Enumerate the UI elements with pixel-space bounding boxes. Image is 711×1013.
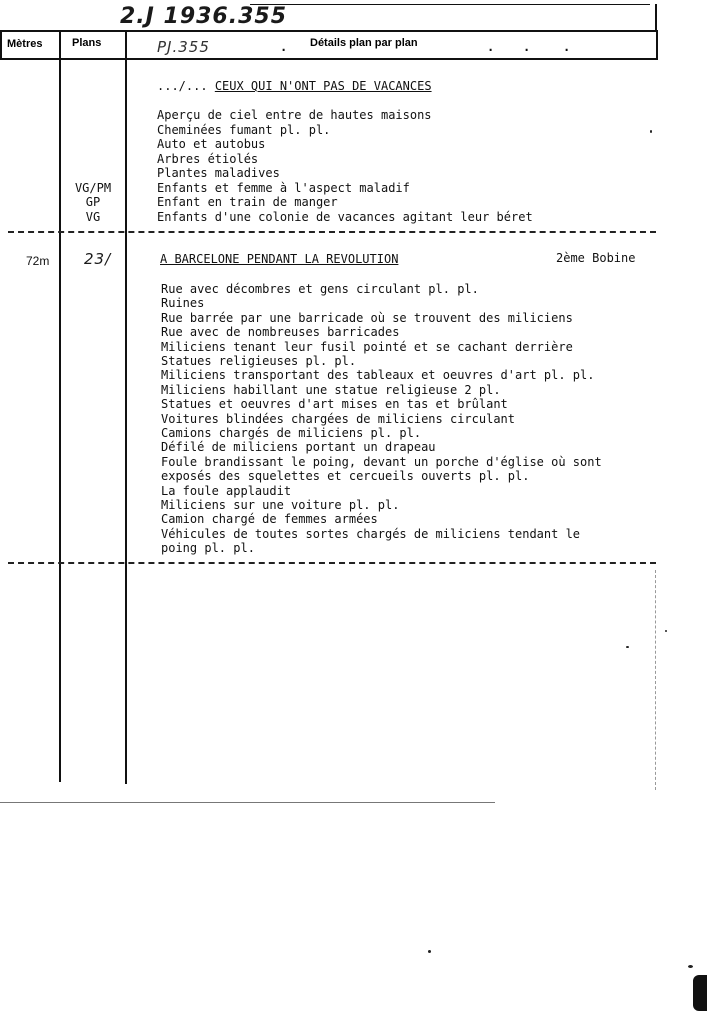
section-divider-1 (8, 231, 656, 233)
shot-description: Rue barrée par une barricade où se trouvent des miliciens (161, 310, 573, 325)
scan-speck (428, 950, 431, 953)
shot-description: Camions chargés de miliciens pl. pl. (161, 426, 422, 440)
column-header-plans: Plans (72, 37, 102, 49)
right-edge (655, 4, 657, 30)
shot-description: Rue avec décombres et gens circulant pl. pl. (161, 282, 479, 296)
shot-description: Miliciens sur une voiture pl. pl. (161, 498, 400, 512)
handwritten-plan-reference: PJ.355 (157, 38, 210, 56)
right-edge-header (656, 30, 658, 60)
column-divider-2 (125, 30, 127, 784)
shot-description: Cheminées fumant pl. pl. (157, 122, 331, 137)
section2-details (161, 282, 656, 557)
shot-description: Enfants d'une colonie de vacances agitant leur béret (157, 209, 533, 224)
section1-title (157, 79, 432, 93)
header-bottom-rule (0, 58, 657, 60)
shot-description: Auto et autobus (157, 137, 266, 151)
left-edge (0, 30, 2, 60)
shot-description: Ruines (161, 296, 205, 311)
shot-description: Camion chargé de femmes armées (161, 512, 378, 527)
shot-description: Aperçu de ciel entre de hautes maisons (157, 108, 432, 122)
right-margin-dashes (655, 570, 656, 790)
section2-plan-number: 23/ (84, 250, 112, 268)
shot-description: Enfant en train de manger (157, 195, 338, 209)
scan-speck (688, 965, 693, 968)
section1-plans-column (62, 108, 124, 228)
shot-description: Statues religieuses pl. pl. (161, 354, 357, 368)
shot-description: Miliciens habillant une statue religieuse 2 pl. (161, 382, 501, 397)
scan-speck (626, 646, 629, 648)
shot-description: Statues et oeuvres d'art mises en tas et brûlant (161, 397, 508, 412)
top-border (250, 4, 650, 5)
shot-description: exposés des squelettes et cercueils ouverts pl. pl. (161, 469, 530, 484)
shot-description: Rue avec de nombreuses barricades (161, 325, 400, 340)
shot-description: Enfants et femme à l'aspect maladif (157, 180, 410, 195)
section2-reel: 2ème Bobine (556, 251, 636, 265)
shot-plan-type: VG (85, 209, 101, 224)
shot-description: Foule brandissant le poing, devant un porche d'église où sont (161, 454, 602, 469)
shot-description: La foule applaudit (161, 483, 292, 498)
section2-metres: 72m (26, 254, 50, 268)
scan-speck (665, 630, 667, 632)
shot-description: Défilé de miliciens portant un drapeau (161, 440, 436, 455)
column-header-metres: Mètres (7, 38, 43, 50)
shot-description: Voitures blindées chargées de miliciens circulant (161, 411, 516, 426)
column-header-details: Détails plan par plan (310, 37, 418, 49)
top-rule (0, 30, 657, 32)
shot-plan-type: GP (85, 195, 101, 209)
section-divider-2 (8, 562, 656, 564)
shot-description: Arbres étiolés (157, 151, 259, 166)
shot-description: Miliciens tenant leur fusil pointé et se cachant derrière (161, 339, 573, 354)
page-edge-mark (693, 975, 707, 1011)
column-divider-1 (59, 30, 61, 782)
section1-title-prefix: .../... (157, 79, 208, 93)
section1-title-text: CEUX QUI N'ONT PAS DE VACANCES (214, 79, 432, 93)
shot-description: Véhicules de toutes sortes chargés de miliciens tendant le (161, 526, 581, 541)
scan-speck (650, 130, 652, 133)
archive-reference: 2.J 1936.355 (120, 4, 288, 29)
bottom-rule (0, 802, 495, 803)
section1-details (157, 108, 652, 228)
shot-description: Miliciens transportant des tableaux et oeuvres d'art pl. pl. (161, 368, 595, 383)
shot-description: Plantes maladives (157, 166, 280, 180)
section2-title: A BARCELONE PENDANT LA REVOLUTION (160, 252, 399, 266)
shot-plan-type: VG/PM (74, 180, 112, 195)
shot-description: poing pl. pl. (161, 541, 255, 556)
